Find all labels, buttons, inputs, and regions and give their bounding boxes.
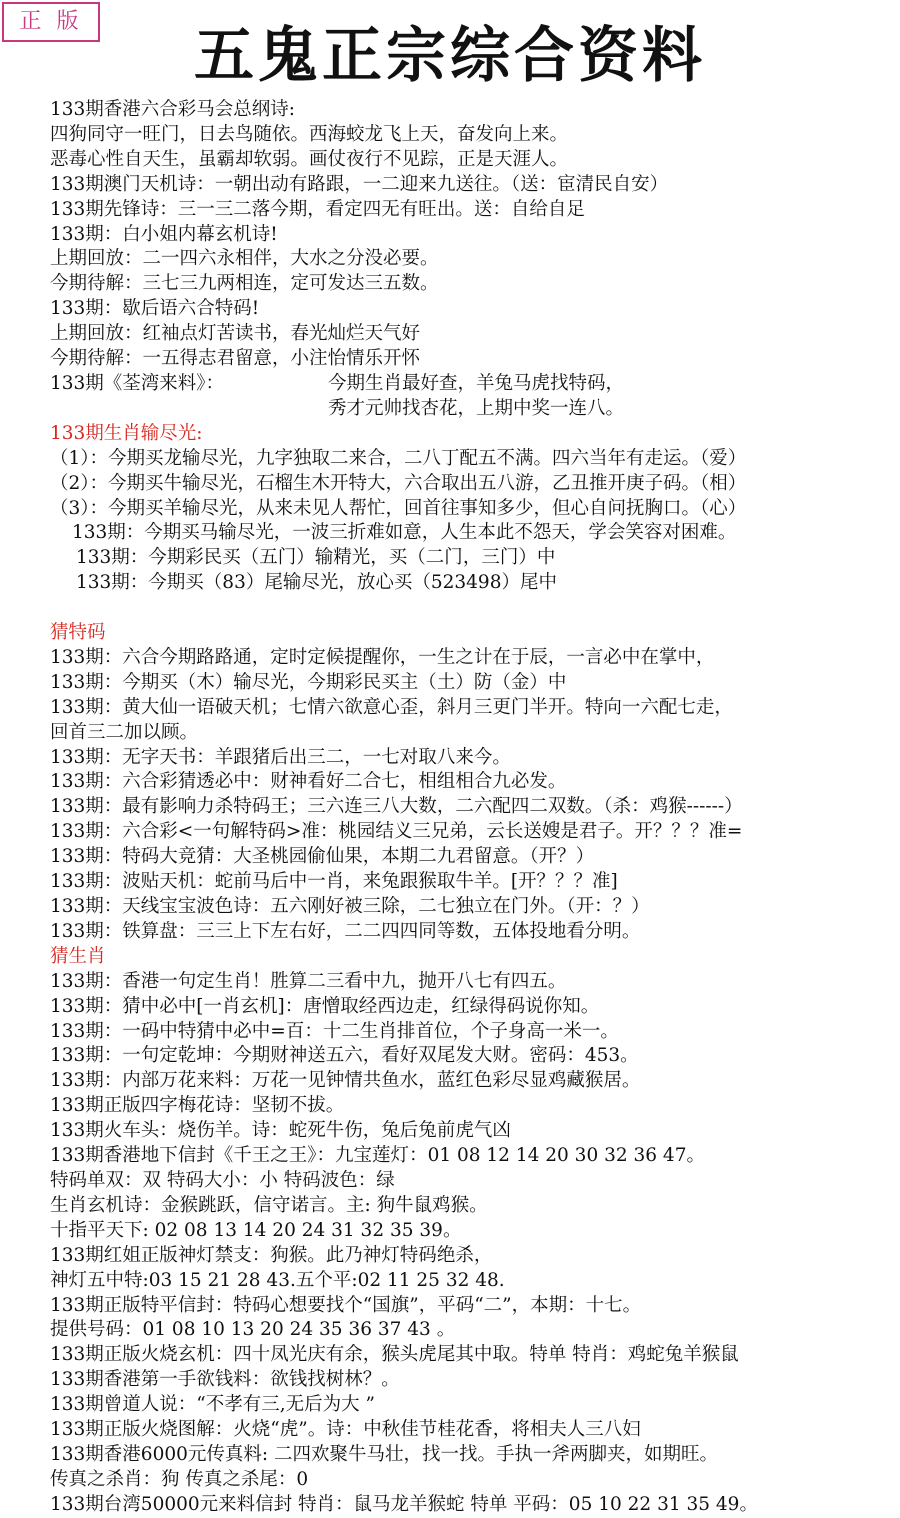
page-title: 五鬼正宗综合资料 [194,21,706,91]
text-line: 秀才元帅找杏花，上期中奖一连八。 [328,397,625,419]
text-line: 特码单双：双 特码大小：小 特码波色：绿 [50,1169,395,1191]
text-line: 133期火车头：烧伤羊。诗：蛇死牛伤，兔后兔前虎气凶 [50,1120,511,1142]
text-line: 133期：天线宝宝波色诗：五六刚好被三除，二七独立在门外。（开：？） [50,896,650,917]
text-line: 四狗同守一旺门，日去鸟随依。西海蛟龙飞上天，奋发向上来。 [50,123,569,145]
text-line: 133期：一码中特猜中必中=百：十二生肖排首位，个子身高一米一。 [50,1020,619,1042]
section-heading: 猜特码 [50,622,106,644]
section-heading: 133期生肖输尽光: [50,422,203,444]
text-line: 133期澳门天机诗：一朝出动有路跟，一二迎来九送往。（送：宦清民自安） [50,173,669,195]
text-line [50,372,892,397]
text-line [50,596,892,621]
section-heading: 猜生肖 [50,945,106,967]
text-line: 133期：一句定乾坤：今期财神送五六，看好双尾发大财。密码：453。 [50,1045,639,1067]
text-line: 今期待解：三七三九两相连，定可发达三五数。 [50,273,439,295]
text-line: 133期：歇后语六合特码! [50,298,260,320]
text-line: 133期香港六合彩马会总纲诗: [50,99,296,120]
text-line: 133期：无字天书：羊跟猪后出三二，一七对取八来今。 [50,746,511,768]
text-line: 133期台湾50000元来料信封 特肖：鼠马龙羊猴蛇 特单 平码：05 10 22 31 35 49。 [50,1493,758,1515]
line-label: 133期《荃湾来料》： [50,372,225,394]
text-line: 133期曾道人说：“不孝有三,无后为大 ” [50,1394,375,1416]
text-line: 133期：今期彩民买（五门）输精光，买（二门，三门）中 [76,547,556,569]
text-line: 133期：猜中必中[一肖玄机]：唐憎取经西边走，红绿得码说你知。 [50,995,600,1017]
text-line: 133期正版四字梅花诗：坚韧不拔。 [50,1095,345,1117]
text-line: 133期：香港一句定生肖！胜算二三看中九，抛开八七有四五。 [50,970,567,992]
text-line: 恶毒心性自天生，虽霸却软弱。画仗夜行不见踪，正是天涯人。 [50,148,569,170]
text-line: 133期：六合彩猜透必中：财神看好二合七，相组相合九必发。 [50,771,567,793]
text-line: 133期：黄大仙一语破天机；七情六欲意心歪，斜月三更门半开。特向一六配七走， [50,696,733,718]
text-line: 133期：内部万花来料：万花一见钟情共鱼水，蓝红色彩尽显鸡藏猴居。 [50,1070,641,1092]
text-line: 生肖玄机诗：金猴跳跃，信守诺言。主: 狗牛鼠鸡猴。 [50,1194,488,1216]
text-line: 传真之杀肖：狗 传真之杀尾：0 [50,1468,309,1490]
text-line: 133期：六合今期路路通，定时定候提醒你，一生之计在于辰，一言必中在掌中， [50,646,715,668]
text-line: 133期先锋诗：三一三二落今期，看定四无有旺出。送：自给自足 [50,198,585,220]
text-line: 133期红姐正版神灯禁支：狗猴。此乃神灯特码绝杀， [50,1244,493,1266]
text-line: 133期：今期买（木）输尽光，今期彩民买主（土）防（金）中 [50,671,567,693]
text-line: 上期回放：二一四六永相伴，大水之分没必要。 [50,248,439,270]
text-line: （2）：今期买牛输尽光，石榴生木开特大，六合取出五八游，乙丑推开庚子码。（相） [50,472,747,494]
text-line: 133期：白小姐内幕玄机诗! [50,223,278,245]
text-line: 今期待解：一五得志君留意，小注怡情乐开怀 [50,348,421,370]
text-line: （3）：今期买羊输尽光，从来未见人帮忙，回首往事知多少，但心自问抚胸口。（心） [50,497,747,519]
text-line: 133期正版特平信封：特码心想要找个“国旗”，平码“二”，本期：十七。 [50,1294,642,1316]
text-line: 十指平天下: 02 08 13 14 20 24 31 32 35 39。 [50,1219,462,1241]
text-line: 提供号码：01 08 10 13 20 24 35 36 37 43 。 [50,1319,456,1341]
text-line: 133期：今期买（83）尾输尽光，放心买（523498）尾中 [76,572,557,594]
text-line: 133期：铁算盘：三三上下左右好，二二四四同等数，五体投地看分明。 [50,920,641,942]
text-line: 133期香港第一手欲钱料：欲钱找树林？。 [50,1369,400,1391]
text-line: 133期正版火烧图解：火烧“虎”。诗：中秋佳节桂花香，将相夫人三八妇 [50,1419,641,1441]
text-line: 133期香港6000元传真料: 二四欢聚牛马壮，找一找。手执一斧两脚夹，如期旺。 [50,1443,719,1465]
text-line: 上期回放：红袖点灯苦读书，春光灿烂天气好 [50,323,421,345]
text-line: 133期香港地下信封《千王之王》：九宝莲灯：01 08 12 14 20 30 32 36 47。 [50,1145,705,1167]
text-line: （1）：今期买龙输尽光，九字独取二来合，二八丁配五不满。四六当年有走运。（爱） [50,447,747,469]
text-line: 133期：六合彩<一句解特码>准：桃园结义三兄弟，云长送嫂是君子。开？？？准= [50,821,743,843]
text-line: 回首三二加以顾。 [50,721,199,743]
text-line: 133期：波贴天机：蛇前马后中一肖，来兔跟猴取牛羊。[开？？？准] [50,871,618,893]
text-line: 神灯五中特:03 15 21 28 43.五个平:02 11 25 32 48. [50,1269,505,1291]
genuine-badge: 正 版 [2,2,100,42]
text-line: 133期：今期买马输尽光，一波三折难如意，人生本此不怨天，学会笑容对困难。 [72,522,737,544]
text-line: 133期：最有影响力杀特码王；三六连三八大数，二六配四二双数。（杀：鸡猴------） [50,796,743,818]
text-line: 133期正版火烧玄机：四十凤光庆有余，猴头虎尾其中取。特单 特肖：鸡蛇兔羊猴鼠 [50,1344,739,1366]
content-body [50,98,892,1518]
line-verse: 今期生肖最好查，羊兔马虎找特码， [328,372,625,394]
text-line: 133期：特码大竞猜：大圣桃园偷仙果，本期二九君留意。（开？） [50,846,595,868]
